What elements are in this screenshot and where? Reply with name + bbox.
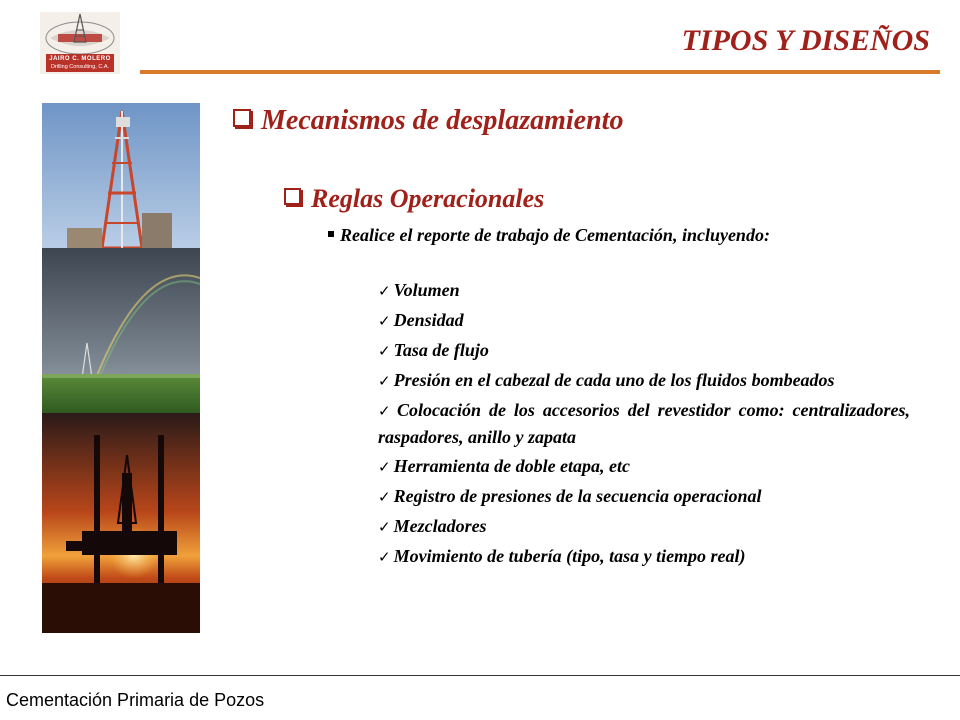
checkmark-icon: ✓ [378, 518, 391, 536]
checkmark-icon: ✓ [378, 488, 391, 506]
drilling-rig-photo [42, 103, 200, 248]
list-item-text: Movimiento de tubería (tipo, tasa y tiempo real) [393, 546, 746, 566]
checklist [378, 277, 910, 573]
checkmark-icon: ✓ [378, 402, 395, 420]
logo-subtitle: Drilling Consulting, C.A. [50, 64, 110, 70]
subsection-heading-text: Reglas Operacionales [311, 184, 545, 213]
list-item-text: Volumen [393, 280, 460, 300]
instruction-paragraph [328, 222, 910, 248]
list-item-text: Densidad [393, 310, 464, 330]
list-item-text: Colocación de los accesorios del revestidor como: centralizadores, raspadores, anillo y zapata [378, 400, 910, 447]
list-item [378, 483, 910, 510]
list-item [378, 543, 910, 570]
instruction-text: Realice el reporte de trabajo de Cementación, incluyendo: [340, 225, 770, 245]
page-title: TIPOS Y DISEÑOS [681, 24, 930, 57]
checkmark-icon: ✓ [378, 458, 391, 476]
section-heading [233, 105, 623, 137]
list-item-text: Registro de presiones de la secuencia operacional [393, 486, 762, 506]
list-item-text: Presión en el cabezal de cada uno de los fluidos bombeados [393, 370, 835, 390]
list-item [378, 307, 910, 334]
title-divider [140, 70, 940, 74]
list-item [378, 277, 910, 304]
list-item-text: Herramienta de doble etapa, etc [393, 456, 631, 476]
square-bullet-icon [328, 231, 334, 237]
list-item [378, 337, 910, 364]
list-item-text: Tasa de flujo [393, 340, 489, 360]
checkmark-icon: ✓ [378, 282, 391, 300]
list-item [378, 513, 910, 540]
checkbox-bullet-icon [233, 109, 251, 127]
checkbox-bullet-icon [284, 188, 301, 205]
checkmark-icon: ✓ [378, 548, 391, 566]
list-item [378, 397, 910, 450]
list-item [378, 367, 910, 394]
checkmark-icon: ✓ [378, 312, 391, 330]
rainbow-field-rig-photo [42, 248, 200, 413]
subsection-heading [284, 184, 544, 214]
list-item [378, 453, 910, 480]
offshore-platform-sunset-photo [42, 413, 200, 633]
list-item-text: Mezcladores [393, 516, 487, 536]
footer-divider [0, 675, 960, 676]
section-heading-text: Mecanismos de desplazamiento [261, 105, 624, 136]
checkmark-icon: ✓ [378, 342, 391, 360]
footer-text: Cementación Primaria de Pozos [6, 690, 265, 710]
checkmark-icon: ✓ [378, 372, 391, 390]
logo-name: JAIRO C. MOLERO [49, 56, 111, 62]
